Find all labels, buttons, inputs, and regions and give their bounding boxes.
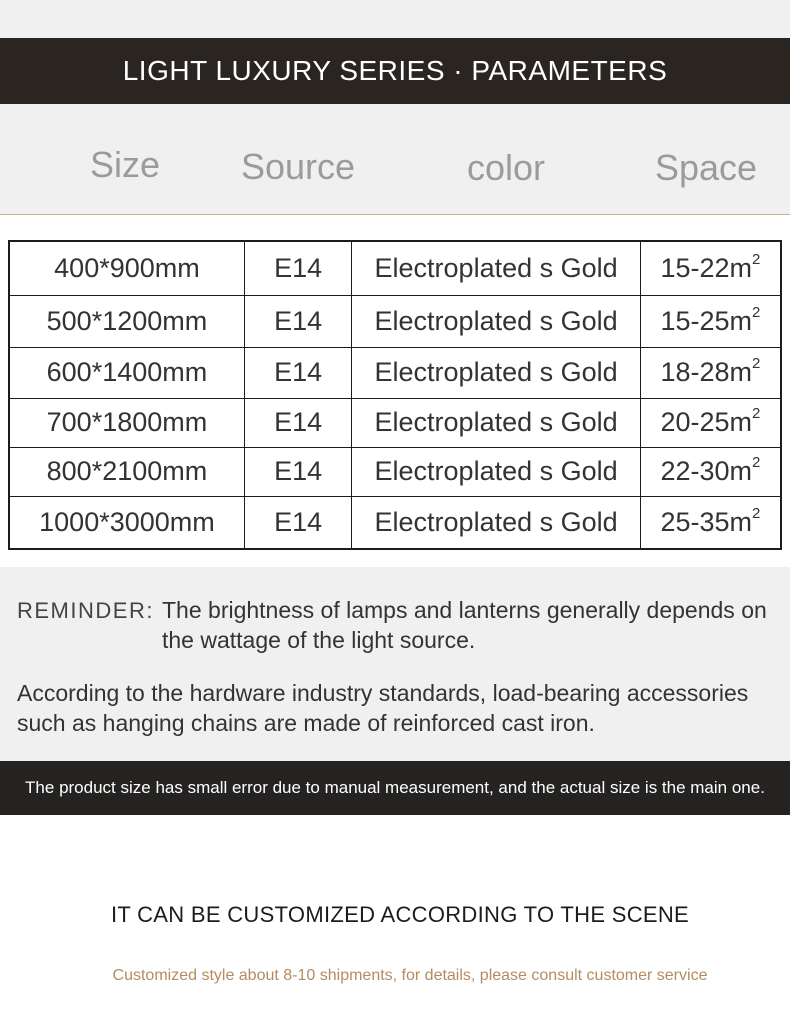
- cell-size: 500*1200mm: [9, 295, 244, 347]
- cell-size: 700*1800mm: [9, 398, 244, 447]
- cell-color: Electroplated s Gold: [352, 241, 641, 295]
- cell-space: [640, 447, 781, 496]
- reminder-text: The brightness of lamps and lanterns generally depends on the wattage of the light source.: [162, 597, 767, 653]
- cell-color: Electroplated s Gold: [352, 398, 641, 447]
- cell-source: E14: [244, 398, 351, 447]
- cell-size: 800*2100mm: [9, 447, 244, 496]
- space-value: 15-22m: [660, 252, 753, 283]
- unit-superscript: 2: [752, 355, 761, 372]
- cell-source: E14: [244, 347, 351, 398]
- reminder-label: REMINDER:: [17, 598, 154, 623]
- title-bar: [0, 38, 790, 104]
- customization-heading: IT CAN BE CUSTOMIZED ACCORDING TO THE SCENE: [110, 902, 690, 927]
- space-value: 20-25m: [660, 407, 753, 437]
- page-title: LIGHT LUXURY SERIES · PARAMETERS: [122, 55, 668, 86]
- unit-superscript: 2: [752, 504, 761, 522]
- cell-source: E14: [244, 447, 351, 496]
- cell-source: E14: [244, 241, 351, 295]
- table-row: [9, 398, 781, 447]
- cell-color: Electroplated s Gold: [352, 496, 641, 549]
- space-value: 15-25m: [660, 305, 753, 336]
- space-value: 22-30m: [660, 456, 753, 486]
- column-header-band: [0, 104, 790, 215]
- cell-space: [640, 398, 781, 447]
- table-row: [9, 347, 781, 398]
- cell-color: Electroplated s Gold: [352, 447, 641, 496]
- cell-source: E14: [244, 496, 351, 549]
- measurement-notice-bar: [0, 761, 790, 815]
- parameters-table: [8, 240, 782, 550]
- cell-size: 1000*3000mm: [9, 496, 244, 549]
- column-header-source: Source: [241, 146, 356, 187]
- unit-superscript: 2: [752, 454, 761, 471]
- table-row: [9, 241, 781, 295]
- table-row: [9, 295, 781, 347]
- column-header-size: Size: [90, 144, 161, 185]
- customization-subtext: Customized style about 8-10 shipments, for details, please consult customer service: [112, 967, 708, 984]
- table-row: [9, 447, 781, 496]
- reminder-section: [0, 567, 790, 761]
- cell-source: E14: [244, 295, 351, 347]
- table-row: [9, 496, 781, 549]
- measurement-notice: The product size has small error due to manual measurement, and the actual size is the main one.: [25, 778, 765, 797]
- cell-size: 600*1400mm: [9, 347, 244, 398]
- space-value: 25-35m: [660, 506, 753, 537]
- column-header-color: color: [467, 147, 546, 188]
- column-header-space: Space: [655, 147, 758, 188]
- cell-space: [640, 496, 781, 549]
- cell-space: [640, 295, 781, 347]
- cell-color: Electroplated s Gold: [352, 295, 641, 347]
- space-value: 18-28m: [660, 357, 753, 387]
- cell-color: Electroplated s Gold: [352, 347, 641, 398]
- unit-superscript: 2: [752, 250, 761, 268]
- cell-space: [640, 347, 781, 398]
- hardware-standards-text: According to the hardware industry standards, load-bearing accessories such as hanging chains are made of reinforced cast iron.: [17, 680, 749, 736]
- top-strip: [0, 0, 790, 38]
- cell-space: [640, 241, 781, 295]
- unit-superscript: 2: [752, 303, 761, 321]
- cell-size: 400*900mm: [9, 241, 244, 295]
- unit-superscript: 2: [752, 405, 761, 422]
